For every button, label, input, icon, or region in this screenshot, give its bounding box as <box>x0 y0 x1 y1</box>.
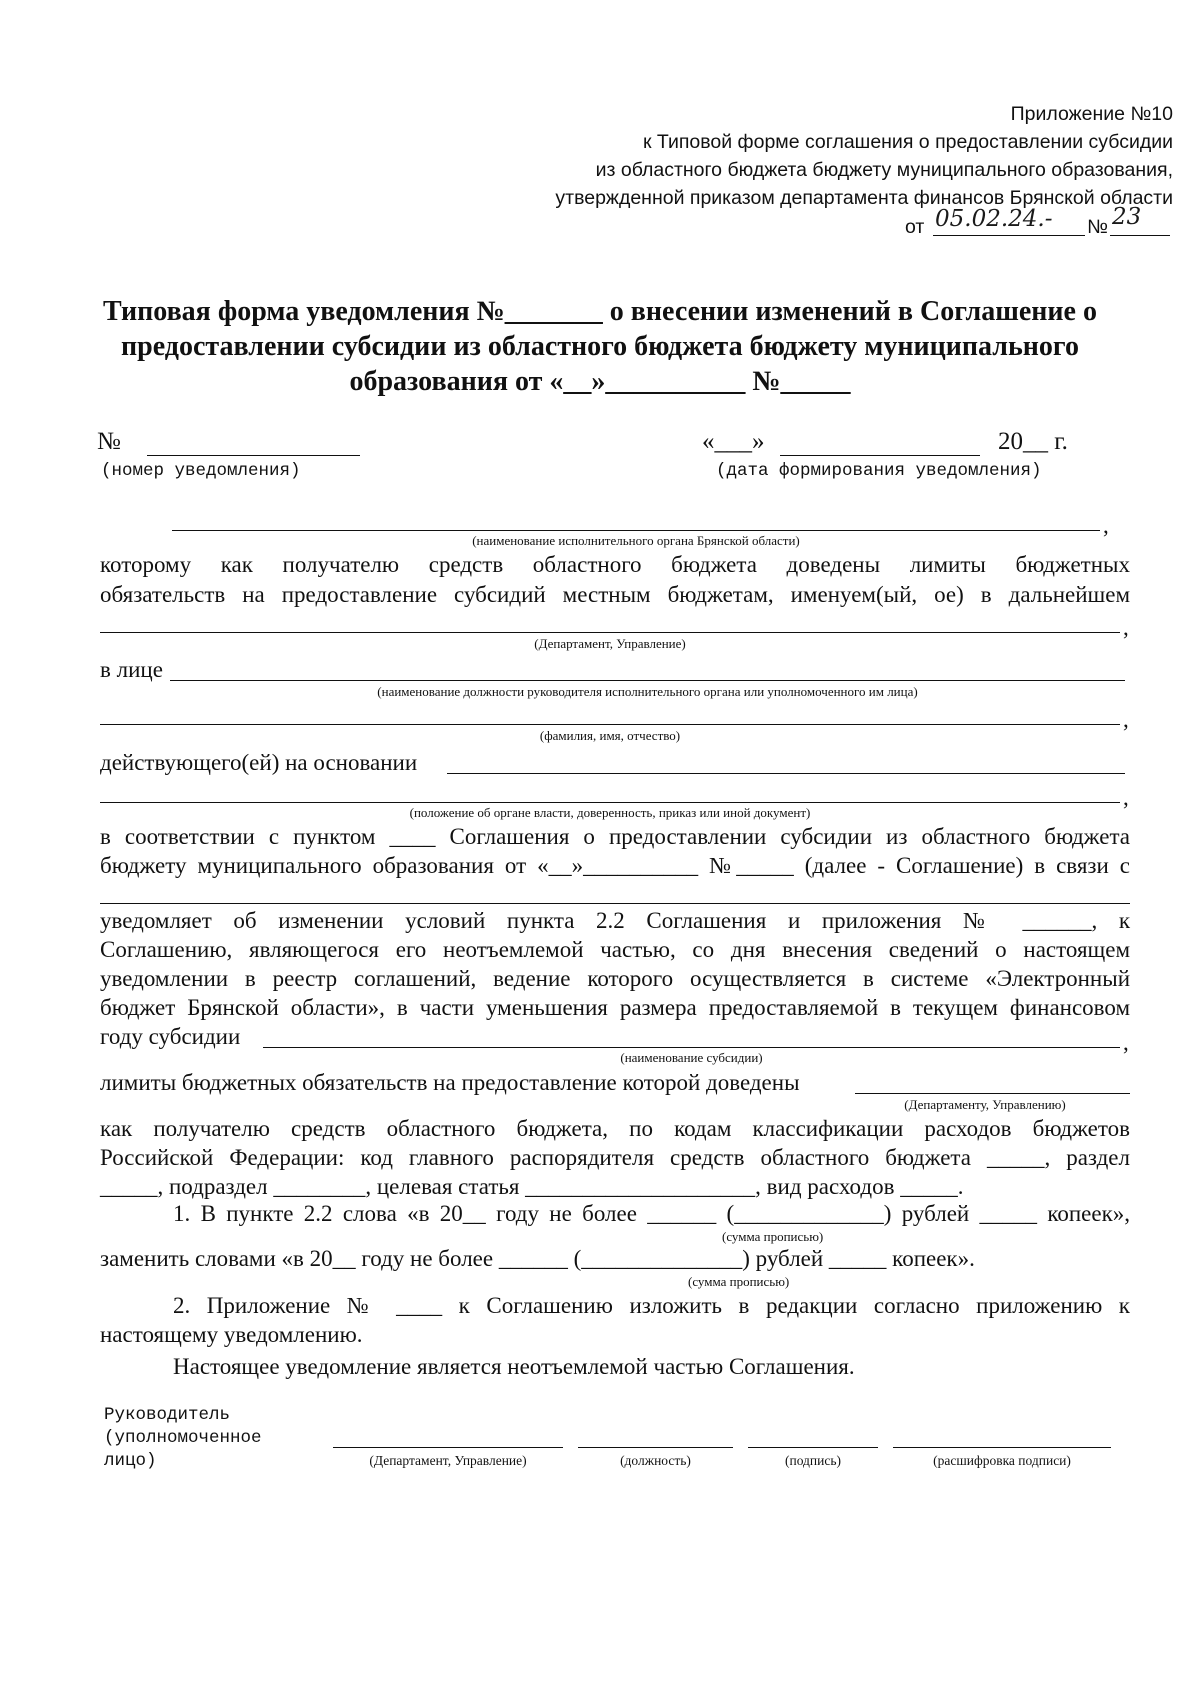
document-title-line-1: Типовая форма уведомления №_______ о внесении изменений в Соглашение о <box>103 296 1097 327</box>
signature-field-position <box>578 1447 733 1448</box>
caption-subsidy: (наименование субсидии) <box>620 1050 763 1065</box>
handwritten-number: 23 <box>1112 204 1142 230</box>
paragraph-4-line-3: _____, подраздел ________, целевая статья ____________________, вид расходов _____. <box>100 1174 964 1199</box>
comma-mark: , <box>1123 785 1129 810</box>
paragraph-2-line-1: в соответствии с пунктом ____ Соглашения о предоставлении субсидии из областного бюджета <box>100 824 1130 849</box>
item-2-line-2: настоящему уведомлению. <box>100 1322 363 1347</box>
header-line-2: к Типовой форме соглашения о предоставлении субсидии <box>642 131 1173 153</box>
basis-field-1 <box>447 773 1125 774</box>
comma-mark: , <box>1123 707 1129 732</box>
limits-line: лимиты бюджетных обязательств на предоставление которой доведены <box>100 1070 800 1095</box>
item-1-line-2: заменить словами «в 20__ году не более ______ (______________) рублей _____ копеек». <box>100 1246 975 1271</box>
final-statement: Настоящее уведомление является неотъемлемой частью Соглашения. <box>173 1354 855 1379</box>
header-ot-label: от <box>905 216 925 238</box>
signature-label-line-2: (уполномоченное <box>104 1428 262 1448</box>
dept-dative-field <box>855 1093 1130 1094</box>
paragraph-3-line-1: уведомляет об изменении условий пункта 2.2 Соглашения и приложения № ______, к <box>100 908 1130 933</box>
item-2-line-1: 2. Приложение № ____ к Соглашению изложить в редакции согласно приложению к <box>173 1293 1130 1318</box>
paragraph-4-line-2: Российской Федерации: код главного распорядителя средств областного бюджета _____, раздел <box>100 1145 1130 1170</box>
signature-label-line-1: Руководитель <box>104 1405 231 1425</box>
caption-position: (наименование должности руководителя исполнительного органа или уполномоченного им лица) <box>377 684 918 699</box>
header-order-date-row <box>905 206 1175 242</box>
caption-sum-1: (сумма прописью) <box>722 1229 824 1244</box>
document-title-line-3: образования от «__»__________ №_____ <box>349 366 851 397</box>
comma-mark: , <box>1103 513 1109 538</box>
paragraph-1-line-1: которому как получателю средств областного бюджета доведены лимиты бюджетных <box>100 552 1130 577</box>
position-field <box>170 680 1125 681</box>
fio-field <box>100 724 1120 725</box>
signature-caption-decoding: (расшифровка подписи) <box>933 1453 1071 1468</box>
caption-dept-dative: (Департаменту, Управлению) <box>904 1097 1066 1112</box>
date-quote: «___» <box>702 428 765 455</box>
signature-label-line-3: лицо) <box>104 1451 157 1471</box>
in-person-label: в лице <box>100 657 163 682</box>
caption-department: (Департамент, Управление) <box>534 636 686 651</box>
signature-caption-position: (должность) <box>620 1453 691 1468</box>
subsidy-name-field <box>263 1047 1120 1048</box>
reason-field <box>100 903 1130 904</box>
paragraph-1-line-2: обязательств на предоставление субсидий местным бюджетам, именуем(ый, ое) в дальнейшем <box>100 582 1130 607</box>
signature-caption-department: (Департамент, Управление) <box>369 1453 527 1468</box>
signature-field-signature <box>748 1447 878 1448</box>
header-no-label: № <box>1087 216 1108 238</box>
signature-caption-signature: (подпись) <box>784 1453 842 1468</box>
caption-sum-2: (сумма прописью) <box>688 1274 790 1289</box>
notice-number-field <box>147 455 360 456</box>
department-field <box>100 632 1120 633</box>
header-appendix-number: Приложение №10 <box>1010 103 1173 125</box>
caption-fio: (фамилия, имя, отчество) <box>539 728 681 743</box>
header-line-3: из областного бюджета бюджету муниципального образования, <box>595 159 1173 181</box>
organ-name-field <box>172 530 1100 531</box>
paragraph-3-line-4: бюджет Брянской области», в части уменьшения размера предоставляемой в текущем финансовом <box>100 995 1130 1020</box>
notice-number-sign: № <box>97 428 121 455</box>
notice-number-caption: (номер уведомления) <box>101 461 301 481</box>
caption-organ: (наименование исполнительного органа Брянской области) <box>472 533 800 548</box>
paragraph-3-line-5: году субсидии <box>100 1024 241 1049</box>
paragraph-3-line-2: Соглашению, являющегося его неотъемлемой частью, со дня внесения сведений о настоящем <box>100 937 1130 962</box>
item-1-line-1: 1. В пункте 2.2 слова «в 20__ году не более ______ (_____________) рублей _____ копеек», <box>173 1201 1130 1226</box>
date-year: 20__ г. <box>998 428 1068 455</box>
handwritten-date: 05.02.24.- <box>935 206 1053 232</box>
comma-mark: , <box>1123 615 1129 640</box>
signature-field-department <box>333 1447 563 1448</box>
paragraph-2-line-2: бюджету муниципального образования от «__»__________ №_____ (далее - Соглашение) в связи с <box>100 853 1130 878</box>
caption-basis: (положение об органе власти, доверенность, приказ или иной документ) <box>409 805 811 820</box>
signature-field-decoding <box>893 1447 1111 1448</box>
paragraph-3-line-3: уведомлении в реестр соглашений, ведение которого осуществляется в системе «Электронный <box>100 966 1130 991</box>
date-caption: (дата формирования уведомления) <box>716 461 1042 481</box>
comma-mark: , <box>1123 1030 1129 1055</box>
basis-field-2 <box>100 802 1120 803</box>
document-title-line-2: предоставлении субсидии из областного бюджета бюджету муниципального <box>121 331 1079 362</box>
date-month-field <box>780 455 980 456</box>
acting-on-basis-label: действующего(ей) на основании <box>100 750 418 775</box>
header-line-4: утвержденной приказом департамента финансов Брянской области <box>555 187 1173 209</box>
paragraph-4-line-1: как получателю средств областного бюджета, по кодам классификации расходов бюджетов <box>100 1116 1130 1141</box>
